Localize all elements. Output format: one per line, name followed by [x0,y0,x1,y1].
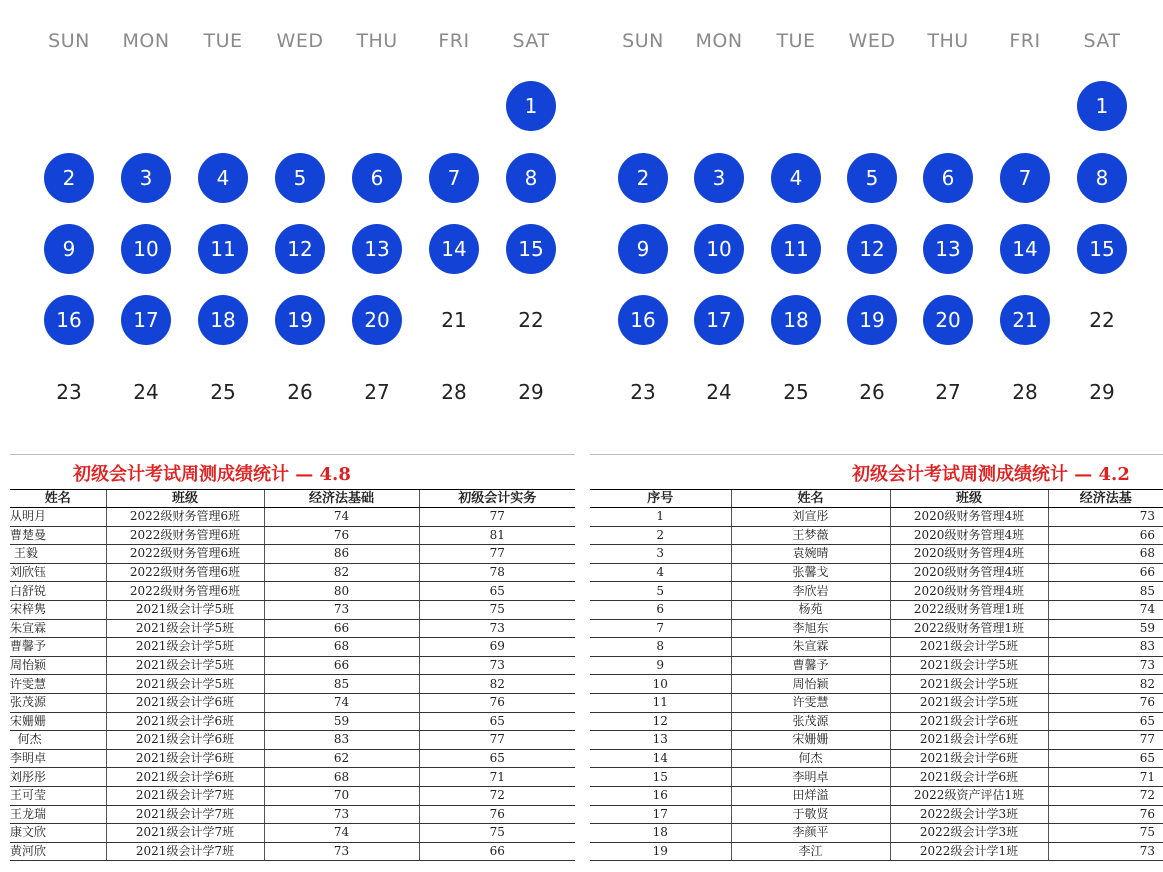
table-cell: 18 [590,824,731,843]
table-cell: 17 [590,805,731,824]
calendar-day-marked[interactable]: 8 [506,153,556,203]
table-cell: 74 [1048,600,1163,619]
table-cell: 72 [1048,786,1163,805]
calendar-day[interactable]: 29 [1089,380,1115,404]
weekday-label: WED [848,30,896,52]
table-cell: 76 [1048,805,1163,824]
table-cell: 10 [590,675,731,694]
table-cell: 2021级会计学6班 [890,768,1048,787]
table-cell: 65 [1048,712,1163,731]
column-header: 姓名 [10,490,106,508]
score-sheet-right [590,452,1163,872]
calendar-day-marked[interactable]: 17 [121,295,171,345]
table-cell: 2021级会计学6班 [890,749,1048,768]
weekday-label: THU [927,30,969,52]
table-cell: 2022级财务管理6班 [106,582,264,601]
table-cell: 王梦薇 [731,526,890,545]
table-cell: 2022级财务管理6班 [106,563,264,582]
table-row [10,786,575,805]
column-header: 班级 [106,490,264,508]
table-cell: 13 [590,731,731,750]
calendar-day[interactable]: 27 [935,380,961,404]
table-cell: 65 [419,712,575,731]
table-cell: 王毅 [10,545,106,564]
table-cell: 2021级会计学5班 [890,638,1048,657]
table-cell: 张茂源 [731,712,890,731]
table-cell: 81 [419,526,575,545]
table-row [10,638,575,657]
table-row [590,842,1163,861]
calendar-day[interactable]: 22 [1089,308,1115,332]
weekday-label: FRI [1009,30,1041,52]
table-cell: 76 [419,805,575,824]
weekday-label: FRI [438,30,470,52]
table-cell: 曹馨予 [10,638,106,657]
table-cell: 刘彤彤 [10,768,106,787]
table-cell: 2022级财务管理1班 [890,600,1048,619]
table-cell: 2021级会计学5班 [890,693,1048,712]
calendar-day-marked[interactable]: 4 [198,153,248,203]
table-cell: 1 [590,508,731,527]
table-cell: 83 [264,731,419,750]
table-cell: 74 [264,508,419,527]
table-cell: 68 [264,768,419,787]
calendar-day-marked[interactable]: 10 [121,224,171,274]
calendar-day[interactable]: 24 [133,380,159,404]
table-row [10,619,575,638]
calendar-day[interactable]: 25 [210,380,236,404]
table-row [10,842,575,861]
column-header: 班级 [890,490,1048,508]
table-cell: 73 [419,656,575,675]
table-cell: 66 [1048,563,1163,582]
table-cell: 16 [590,786,731,805]
table-cell: 65 [419,582,575,601]
table-cell: 袁婉晴 [731,545,890,564]
weekday-label: SUN [622,30,664,52]
table-cell: 2020级财务管理4班 [890,545,1048,564]
table-cell: 66 [419,842,575,861]
weekday-label: TUE [203,30,243,52]
table-cell: 许雯慧 [10,675,106,694]
table-cell: 85 [1048,582,1163,601]
table-cell: 77 [419,731,575,750]
calendar-day-marked[interactable]: 20 [352,295,402,345]
table-cell: 73 [419,619,575,638]
table-cell: 朱宣霖 [10,619,106,638]
calendar-day-marked[interactable]: 3 [694,153,744,203]
table-cell: 何杰 [731,749,890,768]
table-cell: 75 [419,824,575,843]
table-row [590,638,1163,657]
table-cell: 2020级财务管理4班 [890,563,1048,582]
table-cell: 宋姗姗 [10,712,106,731]
calendar-day-marked[interactable]: 20 [923,295,973,345]
table-cell: 2021级会计学7班 [106,805,264,824]
table-cell: 2021级会计学7班 [106,842,264,861]
table-row [590,693,1163,712]
table-cell: 73 [264,805,419,824]
table-cell: 69 [419,638,575,657]
table-cell: 5 [590,582,731,601]
calendar-day-marked[interactable]: 16 [618,295,668,345]
table-row [590,786,1163,805]
table-cell: 68 [1048,545,1163,564]
column-header: 经济法基础 [264,490,419,508]
calendar-day[interactable]: 28 [441,380,467,404]
table-cell: 曹楚曼 [10,526,106,545]
table-cell: 59 [264,712,419,731]
table-cell: 2021级会计学6班 [890,712,1048,731]
table-row [10,749,575,768]
table-cell: 从明月 [10,508,106,527]
score-sheet-left [10,452,575,872]
calendar-day-marked[interactable]: 12 [847,224,897,274]
calendar-day-marked[interactable]: 9 [618,224,668,274]
table-cell: 65 [419,749,575,768]
table-cell: 73 [1048,842,1163,861]
sheet-title: 初级会计考试周测成绩统计 — 4.2 [852,464,1130,485]
table-cell: 75 [419,600,575,619]
table-cell: 张茂源 [10,693,106,712]
table-cell: 2022级会计学1班 [890,842,1048,861]
table-cell: 7 [590,619,731,638]
calendar-day[interactable]: 25 [783,380,809,404]
sheet-title: 初级会计考试周测成绩统计 — 4.8 [73,464,351,485]
table-cell: 76 [419,693,575,712]
calendar-day-marked[interactable]: 16 [44,295,94,345]
table-cell: 2021级会计学5班 [106,600,264,619]
table-cell: 张馨戈 [731,563,890,582]
table-row [10,805,575,824]
table-cell: 2020级财务管理4班 [890,526,1048,545]
table-row [590,545,1163,564]
calendar-day-marked[interactable]: 7 [1000,153,1050,203]
table-cell: 李颜平 [731,824,890,843]
calendar-day-marked[interactable]: 13 [352,224,402,274]
calendar-day-marked[interactable]: 14 [1000,224,1050,274]
calendar-day-marked[interactable]: 13 [923,224,973,274]
calendar-day-marked[interactable]: 4 [771,153,821,203]
calendar-day[interactable]: 23 [630,380,656,404]
table-cell: 2021级会计学7班 [106,824,264,843]
table-row [10,824,575,843]
table-cell: 2021级会计学6班 [106,693,264,712]
table-row [590,768,1163,787]
table-cell: 82 [419,675,575,694]
table-cell: 2020级财务管理4班 [890,508,1048,527]
table-cell: 9 [590,656,731,675]
table-cell: 李明卓 [731,768,890,787]
table-row [590,526,1163,545]
table-cell: 8 [590,638,731,657]
table-cell: 70 [264,786,419,805]
table-cell: 66 [264,656,419,675]
table-cell: 2021级会计学6班 [890,731,1048,750]
table-cell: 2020级财务管理4班 [890,582,1048,601]
table-row [10,582,575,601]
table-cell: 李江 [731,842,890,861]
calendar-day-marked[interactable]: 1 [506,81,556,131]
weekday-label: SAT [512,30,550,52]
table-cell: 12 [590,712,731,731]
calendar-day[interactable]: 22 [518,308,544,332]
table-row [10,675,575,694]
table-cell: 78 [419,563,575,582]
calendar-day-marked[interactable]: 19 [275,295,325,345]
table-row [590,619,1163,638]
table-cell: 王可莹 [10,786,106,805]
table-cell: 80 [264,582,419,601]
table-row [10,693,575,712]
table-row [10,526,575,545]
table-row [590,805,1163,824]
table-cell: 75 [1048,824,1163,843]
table-cell: 71 [419,768,575,787]
table-cell: 朱宣霖 [731,638,890,657]
table-cell: 2022级财务管理6班 [106,508,264,527]
calendar-day[interactable]: 24 [706,380,732,404]
calendar-right [590,0,1163,430]
table-cell: 66 [1048,526,1163,545]
table-cell: 77 [1048,731,1163,750]
table-cell: 86 [264,545,419,564]
calendar-day-marked[interactable]: 15 [1077,224,1127,274]
table-row [590,712,1163,731]
table-cell: 于敬贤 [731,805,890,824]
table-cell: 74 [264,693,419,712]
table-cell: 19 [590,842,731,861]
sheet-divider [590,454,1163,455]
table-row [10,563,575,582]
calendar-day-marked[interactable]: 14 [429,224,479,274]
calendar-day-marked[interactable]: 1 [1077,81,1127,131]
table-cell: 2021级会计学6班 [106,749,264,768]
table-cell: 73 [264,842,419,861]
table-cell: 73 [264,600,419,619]
table-cell: 77 [419,508,575,527]
calendar-day[interactable]: 23 [56,380,82,404]
weekday-label: MON [122,30,170,52]
table-cell: 周怡颖 [10,656,106,675]
table-row [10,656,575,675]
table-row [10,712,575,731]
table-cell: 2021级会计学5班 [106,638,264,657]
calendar-day[interactable]: 21 [441,308,467,332]
table-cell: 68 [264,638,419,657]
table-header-row [590,490,1163,508]
weekday-label: THU [356,30,398,52]
table-cell: 黄河欣 [10,842,106,861]
table-cell: 李欣岩 [731,582,890,601]
calendar-left [0,0,590,430]
calendar-day-marked[interactable]: 18 [198,295,248,345]
table-cell: 2 [590,526,731,545]
calendar-day[interactable]: 27 [364,380,390,404]
sheet-divider [10,454,575,455]
table-cell: 74 [264,824,419,843]
table-cell: 2021级会计学5班 [106,619,264,638]
calendar-day-marked[interactable]: 17 [694,295,744,345]
calendar-day[interactable]: 26 [859,380,885,404]
table-cell: 66 [264,619,419,638]
table-cell: 2021级会计学5班 [106,675,264,694]
table-cell: 刘欣钰 [10,563,106,582]
table-cell: 77 [419,545,575,564]
table-cell: 3 [590,545,731,564]
table-cell: 2022级财务管理1班 [890,619,1048,638]
table-cell: 62 [264,749,419,768]
table-cell: 2021级会计学5班 [890,656,1048,675]
table-row [590,656,1163,675]
calendar-day[interactable]: 26 [287,380,313,404]
calendar-day-marked[interactable]: 19 [847,295,897,345]
table-cell: 2022级会计学3班 [890,824,1048,843]
table-cell: 宋姗姗 [731,731,890,750]
calendar-day[interactable]: 28 [1012,380,1038,404]
table-cell: 76 [264,526,419,545]
calendar-day-marked[interactable]: 3 [121,153,171,203]
table-cell: 65 [1048,749,1163,768]
table-row [10,545,575,564]
table-cell: 73 [1048,508,1163,527]
column-header: 序号 [590,490,731,508]
score-table [590,489,1163,861]
weekday-label: SAT [1083,30,1121,52]
calendar-day-marked[interactable]: 8 [1077,153,1127,203]
table-cell: 康文欣 [10,824,106,843]
table-cell: 李旭东 [731,619,890,638]
calendar-day-marked[interactable]: 18 [771,295,821,345]
table-cell: 2021级会计学5班 [890,675,1048,694]
table-cell: 2021级会计学7班 [106,786,264,805]
table-row [10,508,575,527]
calendar-day-marked[interactable]: 10 [694,224,744,274]
table-row [590,508,1163,527]
table-cell: 田烊溢 [731,786,890,805]
table-cell: 11 [590,693,731,712]
table-cell: 许雯慧 [731,693,890,712]
table-cell: 82 [264,563,419,582]
table-cell: 曹馨予 [731,656,890,675]
calendar-day-marked[interactable]: 7 [429,153,479,203]
table-cell: 周怡颖 [731,675,890,694]
table-row [590,582,1163,601]
table-row [590,731,1163,750]
table-cell: 何杰 [10,731,106,750]
calendar-day-marked[interactable]: 21 [1000,295,1050,345]
table-cell: 2021级会计学6班 [106,731,264,750]
table-cell: 15 [590,768,731,787]
table-cell: 83 [1048,638,1163,657]
table-cell: 2022级会计学3班 [890,805,1048,824]
calendar-day-marked[interactable]: 2 [618,153,668,203]
calendar-day-marked[interactable]: 15 [506,224,556,274]
calendar-day-marked[interactable]: 2 [44,153,94,203]
table-cell: 85 [264,675,419,694]
table-cell: 2021级会计学5班 [106,656,264,675]
table-row [590,563,1163,582]
column-header: 姓名 [731,490,890,508]
table-cell: 6 [590,600,731,619]
table-row [590,600,1163,619]
table-cell: 2021级会计学6班 [106,712,264,731]
calendar-day-marked[interactable]: 11 [771,224,821,274]
table-cell: 14 [590,749,731,768]
table-cell: 4 [590,563,731,582]
table-cell: 宋梓隽 [10,600,106,619]
table-row [10,600,575,619]
table-row [10,768,575,787]
weekday-label: TUE [776,30,816,52]
table-row [10,731,575,750]
column-header: 初级会计实务 [419,490,575,508]
table-cell: 71 [1048,768,1163,787]
table-cell: 白舒锐 [10,582,106,601]
table-cell: 王龙瑞 [10,805,106,824]
table-row [590,749,1163,768]
calendar-day-marked[interactable]: 11 [198,224,248,274]
calendar-day-marked[interactable]: 6 [352,153,402,203]
score-table [10,489,575,861]
calendar-day-marked[interactable]: 12 [275,224,325,274]
table-cell: 59 [1048,619,1163,638]
table-cell: 杨苑 [731,600,890,619]
table-cell: 2022级财务管理6班 [106,545,264,564]
table-cell: 刘宣彤 [731,508,890,527]
table-row [590,824,1163,843]
table-cell: 2022级财务管理6班 [106,526,264,545]
calendar-day-marked[interactable]: 9 [44,224,94,274]
calendar-day[interactable]: 29 [518,380,544,404]
calendar-day-marked[interactable]: 6 [923,153,973,203]
weekday-label: SUN [48,30,90,52]
table-cell: 82 [1048,675,1163,694]
calendar-day-marked[interactable]: 5 [847,153,897,203]
table-row [590,675,1163,694]
table-header-row [10,490,575,508]
calendar-day-marked[interactable]: 5 [275,153,325,203]
table-cell: 72 [419,786,575,805]
weekday-label: MON [695,30,743,52]
table-cell: 李明卓 [10,749,106,768]
table-cell: 2021级会计学6班 [106,768,264,787]
weekday-label: WED [276,30,324,52]
table-cell: 76 [1048,693,1163,712]
table-cell: 73 [1048,656,1163,675]
column-header: 经济法基 [1048,490,1163,508]
table-cell: 2022级资产评估1班 [890,786,1048,805]
